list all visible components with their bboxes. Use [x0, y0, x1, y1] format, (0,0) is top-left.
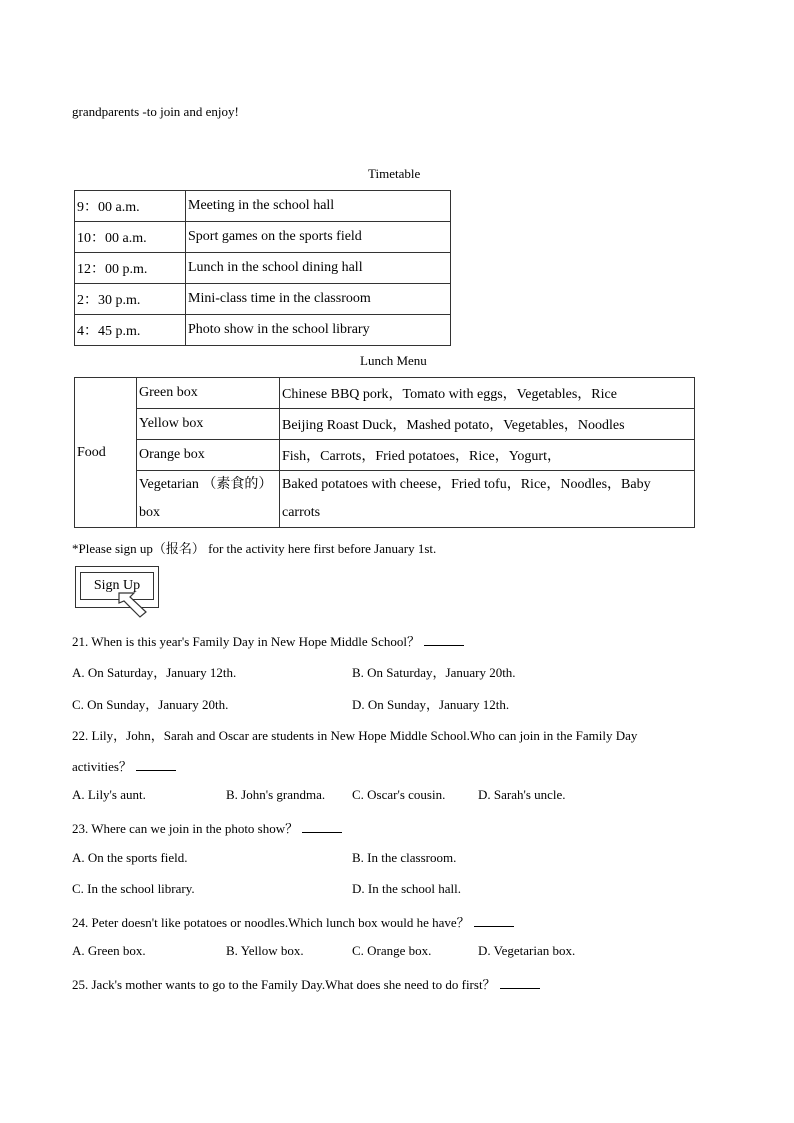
option-c: C. Oscar's cousin.: [352, 787, 446, 802]
table-row: [75, 409, 695, 440]
option-b: B. In the classroom.: [352, 850, 457, 865]
table-row: [75, 253, 451, 284]
table-row: [75, 440, 695, 471]
answer-blank[interactable]: [424, 635, 464, 646]
option-a: A. On the sports field.: [72, 850, 188, 865]
question-25: [72, 974, 540, 993]
box-cell: Orange box: [137, 440, 280, 471]
time-cell: 4：45 p.m.: [75, 315, 186, 346]
option-c: C. In the school library.: [72, 881, 195, 896]
lunch-menu-table: [74, 377, 695, 528]
question-24: [72, 912, 514, 931]
signup-button-frame: [75, 566, 159, 608]
question-23: [72, 818, 342, 837]
intro-text: grandparents -to join and enjoy!: [72, 104, 239, 119]
food-label: Food: [75, 378, 137, 528]
option-d: D. Vegetarian box.: [478, 943, 576, 958]
question-text: 23. Where can we join in the photo show？: [72, 821, 299, 836]
event-cell: Photo show in the school library: [186, 315, 451, 346]
items-cell: Chinese BBQ pork，Tomato with eggs，Vegetables，Rice: [280, 378, 695, 409]
event-cell: Sport games on the sports field: [186, 222, 451, 253]
time-cell: 9：00 a.m.: [75, 191, 186, 222]
table-row: [75, 191, 451, 222]
table-row: [75, 222, 451, 253]
items-cell: Baked potatoes with cheese，Fried tofu，Rice，Noodles，Baby carrots: [280, 471, 695, 528]
answer-blank[interactable]: [500, 978, 540, 989]
option-c: C. On Sunday，January 20th.: [72, 697, 229, 712]
option-b: B. John's grandma.: [226, 787, 326, 802]
option-a: A. Green box.: [72, 943, 146, 958]
option-d: D. In the school hall.: [352, 881, 462, 896]
question-text: 21. When is this year's Family Day in New Hope Middle School？: [72, 634, 421, 649]
event-cell: Mini-class time in the classroom: [186, 284, 451, 315]
option-d: D. On Sunday，January 12th.: [352, 697, 510, 712]
box-cell: Yellow box: [137, 409, 280, 440]
time-cell: 2：30 p.m.: [75, 284, 186, 315]
option-a: A. On Saturday，January 12th.: [72, 665, 237, 680]
time-cell: 10：00 a.m.: [75, 222, 186, 253]
items-cell: Beijing Roast Duck，Mashed potato，Vegetables，Noodles: [280, 409, 695, 440]
pointer-hand-icon: [116, 591, 152, 619]
timetable: [74, 190, 451, 346]
option-b: B. On Saturday，January 20th.: [352, 665, 516, 680]
question-text: 24. Peter doesn't like potatoes or noodles.Which lunch box would he have？: [72, 915, 470, 930]
time-cell: 12：00 p.m.: [75, 253, 186, 284]
question-21: [72, 631, 464, 650]
question-text: 25. Jack's mother wants to go to the Family Day.What does she need to do first？: [72, 977, 496, 992]
option-a: A. Lily's aunt.: [72, 787, 146, 802]
event-cell: Meeting in the school hall: [186, 191, 451, 222]
menu-title: Lunch Menu: [360, 353, 427, 368]
answer-blank[interactable]: [474, 916, 514, 927]
answer-blank[interactable]: [302, 822, 342, 833]
items-cell: Fish，Carrots，Fried potatoes，Rice，Yogurt，: [280, 440, 695, 471]
table-row: [75, 284, 451, 315]
timetable-title: Timetable: [368, 166, 421, 181]
box-cell: Vegetarian （素食的） box: [137, 471, 280, 528]
question-22-cont: [72, 756, 176, 775]
question-text: activities？: [72, 759, 132, 774]
table-row: [75, 471, 695, 528]
table-row: [75, 315, 451, 346]
question-22: 22. Lily，John，Sarah and Oscar are students in New Hope Middle School.Who can join in the Family Day: [72, 728, 638, 743]
signup-note: *Please sign up（报名） for the activity here first before January 1st.: [72, 541, 437, 556]
table-row: [75, 378, 695, 409]
signup-button[interactable]: Sign Up: [80, 572, 154, 600]
option-b: B. Yellow box.: [226, 943, 304, 958]
answer-blank[interactable]: [136, 760, 176, 771]
box-cell: Green box: [137, 378, 280, 409]
option-c: C. Orange box.: [352, 943, 432, 958]
option-d: D. Sarah's uncle.: [478, 787, 566, 802]
event-cell: Lunch in the school dining hall: [186, 253, 451, 284]
